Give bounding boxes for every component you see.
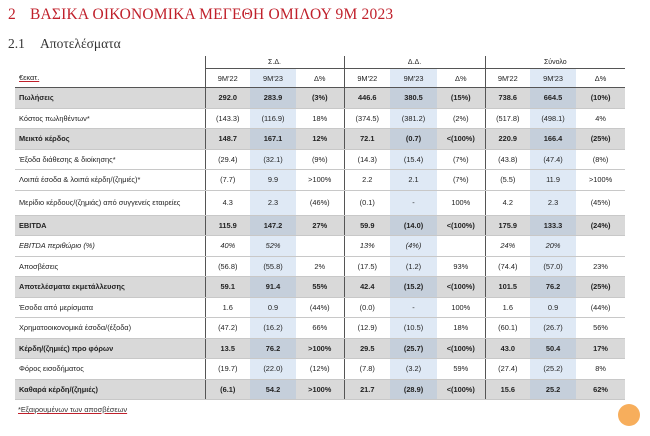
table-cell: (15%): [437, 88, 485, 109]
table-cell: (25%): [576, 129, 625, 150]
table-cell: 446.6: [344, 88, 390, 109]
table-cell: (25.2): [530, 359, 576, 380]
table-cell: 100%: [437, 190, 485, 215]
table-cell: [296, 236, 344, 257]
table-cell: (14.0): [390, 215, 437, 236]
table-cell: 12%: [296, 129, 344, 150]
table-cell: (374.5): [344, 108, 390, 129]
table-cell: 1.6: [205, 297, 250, 318]
row-label: Κόστος πωληθέντων*: [15, 108, 205, 129]
table-cell: (7.7): [205, 170, 250, 191]
table-cell: 175.9: [485, 215, 530, 236]
table-cell: 148.7: [205, 129, 250, 150]
table-cell: (46%): [296, 190, 344, 215]
table-cell: 0.9: [250, 297, 296, 318]
table-cell: (6.1): [205, 379, 250, 400]
table-row: [15, 236, 625, 257]
table-cell: 21.7: [344, 379, 390, 400]
table-cell: (44%): [576, 297, 625, 318]
table-cell: 56%: [576, 318, 625, 339]
row-label: Χρηματοοικονομικά έσοδα/(έξοδα): [15, 318, 205, 339]
column-header: 9M'22: [485, 69, 530, 88]
table-cell: 115.9: [205, 215, 250, 236]
table-cell: (19.7): [205, 359, 250, 380]
table-cell: 43.0: [485, 338, 530, 359]
table-cell: (56.8): [205, 256, 250, 277]
table-cell: 147.2: [250, 215, 296, 236]
row-label: Πωλήσεις: [15, 88, 205, 109]
table-cell: (2%): [437, 108, 485, 129]
table-cell: >100%: [296, 170, 344, 191]
column-header: Δ%: [576, 69, 625, 88]
group-header: Σ.Δ.: [205, 56, 344, 69]
table-cell: 2.3: [250, 190, 296, 215]
table-cell: (7.8): [344, 359, 390, 380]
table-cell: 664.5: [530, 88, 576, 109]
group-header-spacer: [15, 56, 205, 69]
table-cell: 40%: [205, 236, 250, 257]
table-cell: 738.6: [485, 88, 530, 109]
unit-label: €εκατ.: [15, 69, 205, 88]
table-cell: 11.9: [530, 170, 576, 191]
table-cell: (43.8): [485, 149, 530, 170]
table-cell: (116.9): [250, 108, 296, 129]
table-cell: 93%: [437, 256, 485, 277]
group-header: Δ.Δ.: [344, 56, 485, 69]
table-cell: 59.9: [344, 215, 390, 236]
financial-results-table: [15, 56, 625, 400]
table-cell: 91.4: [250, 277, 296, 298]
table-cell: 283.9: [250, 88, 296, 109]
table-cell: 59%: [437, 359, 485, 380]
table-cell: (7%): [437, 149, 485, 170]
table-cell: (0.0): [344, 297, 390, 318]
table-row: [15, 297, 625, 318]
table-cell: <(100%): [437, 215, 485, 236]
table-cell: 0.9: [530, 297, 576, 318]
table-cell: (0.1): [344, 190, 390, 215]
table-cell: 17%: [576, 338, 625, 359]
table-cell: >100%: [576, 170, 625, 191]
table-cell: (381.2): [390, 108, 437, 129]
table-row: [15, 88, 625, 109]
table-cell: 8%: [576, 359, 625, 380]
table-cell: 15.6: [485, 379, 530, 400]
table-cell: -: [390, 297, 437, 318]
row-label: Καθαρά κέρδη/(ζημιές): [15, 379, 205, 400]
table-row: [15, 338, 625, 359]
table-cell: (1.2): [390, 256, 437, 277]
table-row: [15, 256, 625, 277]
table-cell: 76.2: [530, 277, 576, 298]
table-cell: 76.2: [250, 338, 296, 359]
footnote: *Εξαιρουμένων των αποσβέσεων: [18, 405, 128, 414]
table-row: [15, 379, 625, 400]
table-cell: (3.2): [390, 359, 437, 380]
table-cell: 4%: [576, 108, 625, 129]
table-cell: 2.2: [344, 170, 390, 191]
table-cell: 27%: [296, 215, 344, 236]
table-cell: 29.5: [344, 338, 390, 359]
column-header: 9M'22: [344, 69, 390, 88]
table-cell: 133.3: [530, 215, 576, 236]
table-cell: (27.4): [485, 359, 530, 380]
table-cell: (29.4): [205, 149, 250, 170]
table-cell: 101.5: [485, 277, 530, 298]
table-cell: (10.5): [390, 318, 437, 339]
table-cell: 13.5: [205, 338, 250, 359]
table-cell: (143.3): [205, 108, 250, 129]
table-cell: [576, 236, 625, 257]
table-cell: 2.1: [390, 170, 437, 191]
group-header: Σύνολο: [485, 56, 625, 69]
table-cell: (55.8): [250, 256, 296, 277]
table-cell: (45%): [576, 190, 625, 215]
table-cell: (9%): [296, 149, 344, 170]
table-row: [15, 108, 625, 129]
subsection-heading: [8, 36, 121, 52]
table-cell: (0.7): [390, 129, 437, 150]
table-cell: 100%: [437, 297, 485, 318]
table-cell: (14.3): [344, 149, 390, 170]
table-cell: <(100%): [437, 338, 485, 359]
table-row: [15, 170, 625, 191]
table-cell: >100%: [296, 338, 344, 359]
table-cell: (22.0): [250, 359, 296, 380]
table-cell: <(100%): [437, 129, 485, 150]
table-cell: 2.3: [530, 190, 576, 215]
row-label: Μεικτό κέρδος: [15, 129, 205, 150]
table-cell: (5.5): [485, 170, 530, 191]
group-header-row: [15, 56, 625, 69]
table-cell: (25%): [576, 277, 625, 298]
table-cell: (24%): [576, 215, 625, 236]
row-label: Αποσβέσεις: [15, 256, 205, 277]
column-header-row: [15, 69, 625, 88]
table-row: [15, 190, 625, 215]
column-header: 9M'23: [390, 69, 437, 88]
section-number: 2: [8, 6, 16, 23]
table-row: [15, 149, 625, 170]
table-cell: >100%: [296, 379, 344, 400]
table-cell: (28.9): [390, 379, 437, 400]
table-cell: 18%: [296, 108, 344, 129]
table-cell: -: [390, 190, 437, 215]
table-row: [15, 129, 625, 150]
table-cell: 59.1: [205, 277, 250, 298]
table-row: [15, 318, 625, 339]
table-cell: 167.1: [250, 129, 296, 150]
table-cell: 23%: [576, 256, 625, 277]
table-cell: 66%: [296, 318, 344, 339]
table-cell: (12.9): [344, 318, 390, 339]
table-cell: (10%): [576, 88, 625, 109]
zoom-icon[interactable]: [618, 404, 640, 426]
row-label: Έσοδα από μερίσματα: [15, 297, 205, 318]
table-cell: 2%: [296, 256, 344, 277]
column-header: 9M'22: [205, 69, 250, 88]
table-cell: 72.1: [344, 129, 390, 150]
table-cell: (4%): [390, 236, 437, 257]
table-cell: 20%: [530, 236, 576, 257]
table-cell: [437, 236, 485, 257]
table-cell: 52%: [250, 236, 296, 257]
table-cell: (74.4): [485, 256, 530, 277]
row-label: EBITDA: [15, 215, 205, 236]
table-cell: 166.4: [530, 129, 576, 150]
table-cell: (44%): [296, 297, 344, 318]
table-cell: <(100%): [437, 277, 485, 298]
table-cell: (57.0): [530, 256, 576, 277]
row-label: Αποτελέσματα εκμετάλλευσης: [15, 277, 205, 298]
table-cell: (32.1): [250, 149, 296, 170]
table-cell: 380.5: [390, 88, 437, 109]
table-cell: (517.8): [485, 108, 530, 129]
table-row: [15, 277, 625, 298]
table-cell: (47.2): [205, 318, 250, 339]
table-cell: 54.2: [250, 379, 296, 400]
table-cell: 42.4: [344, 277, 390, 298]
row-label: Έξοδα διάθεσης & διοίκησης*: [15, 149, 205, 170]
table-cell: 13%: [344, 236, 390, 257]
row-label: Λοιπά έσοδα & λοιπά κέρδη/(ζημιές)*: [15, 170, 205, 191]
table-cell: (15.2): [390, 277, 437, 298]
table-cell: 55%: [296, 277, 344, 298]
table-row: [15, 215, 625, 236]
row-label: Κέρδη/(ζημιές) προ φόρων: [15, 338, 205, 359]
table-cell: 4.2: [485, 190, 530, 215]
table-cell: (7%): [437, 170, 485, 191]
row-label: EBITDA περιθώριο (%): [15, 236, 205, 257]
row-label: Φόρος εισοδήματος: [15, 359, 205, 380]
table-cell: <(100%): [437, 379, 485, 400]
table-cell: 24%: [485, 236, 530, 257]
table-cell: 9.9: [250, 170, 296, 191]
table-cell: 25.2: [530, 379, 576, 400]
table-cell: 1.6: [485, 297, 530, 318]
table-cell: (47.4): [530, 149, 576, 170]
column-header: 9M'23: [250, 69, 296, 88]
table-cell: (17.5): [344, 256, 390, 277]
subsection-number: 2.1: [8, 36, 25, 51]
section-heading: [8, 6, 393, 24]
table-cell: (498.1): [530, 108, 576, 129]
table-cell: (15.4): [390, 149, 437, 170]
row-label: Μερίδιο κέρδους/(ζημιάς) από συγγενείς εταιρείες: [15, 190, 205, 215]
column-header: 9M'23: [530, 69, 576, 88]
column-header: Δ%: [437, 69, 485, 88]
table-cell: 50.4: [530, 338, 576, 359]
table-cell: (26.7): [530, 318, 576, 339]
table-cell: (3%): [296, 88, 344, 109]
table-cell: (60.1): [485, 318, 530, 339]
table-cell: 292.0: [205, 88, 250, 109]
table-cell: 62%: [576, 379, 625, 400]
table-cell: 18%: [437, 318, 485, 339]
table-cell: (25.7): [390, 338, 437, 359]
table-cell: 4.3: [205, 190, 250, 215]
table-cell: (8%): [576, 149, 625, 170]
section-title: ΒΑΣΙΚΑ ΟΙΚΟΝΟΜΙΚΑ ΜΕΓΕΘΗ ΟΜΙΛΟΥ 9M 2023: [30, 6, 394, 23]
column-header: Δ%: [296, 69, 344, 88]
table-cell: 220.9: [485, 129, 530, 150]
table-cell: (12%): [296, 359, 344, 380]
table-cell: (16.2): [250, 318, 296, 339]
subsection-title: Αποτελέσματα: [40, 36, 121, 51]
table-row: [15, 359, 625, 380]
